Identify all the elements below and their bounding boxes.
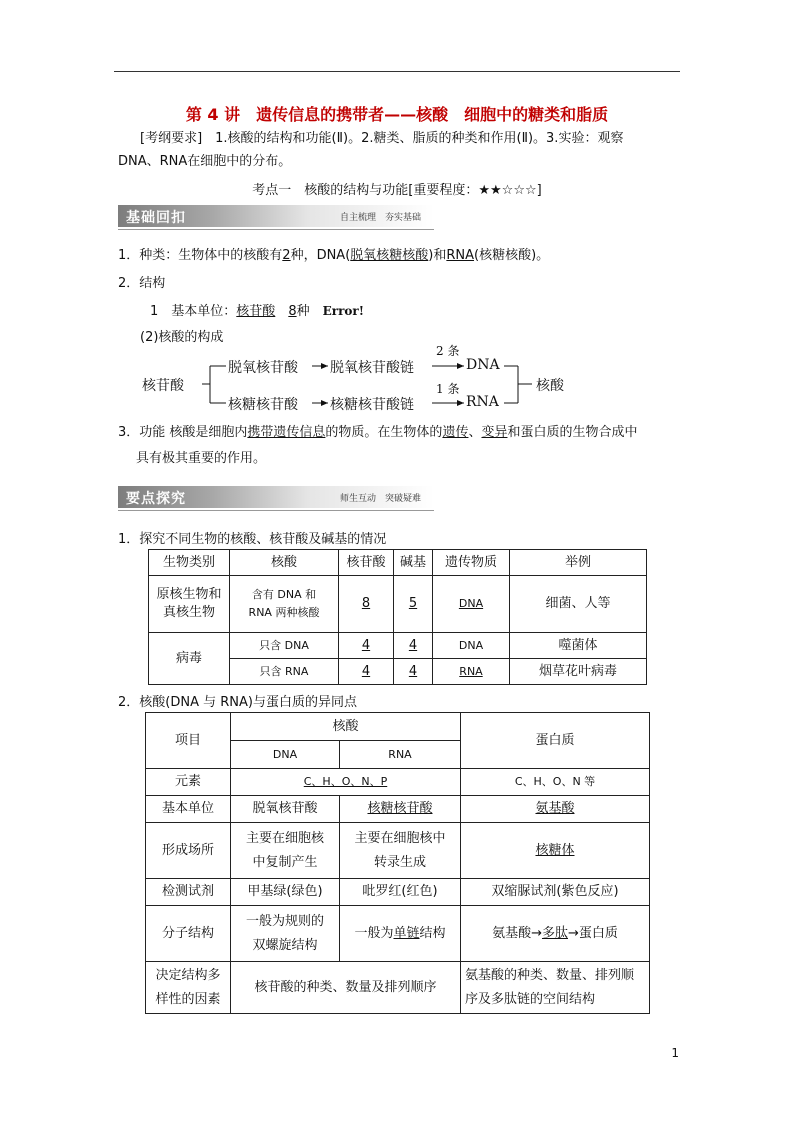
- th-dna: DNA: [231, 741, 340, 769]
- th-base: 碱基: [394, 550, 433, 576]
- page-number: 1: [671, 1046, 679, 1060]
- th-item: 项目: [146, 713, 231, 769]
- cell-example: 噬菌体: [510, 633, 647, 659]
- item-2: 2．结构: [118, 276, 166, 291]
- item-3: 3．功能 核酸是细胞内携带遗传信息的物质。在生物体的遗传、变异和蛋白质的生物合成中: [118, 425, 638, 440]
- cell-base: 4: [394, 659, 433, 685]
- banner-basics: [118, 205, 434, 227]
- cell-pro-unit: 氨基酸: [461, 796, 650, 823]
- banner-key-points-sub: 师生互动 突破疑难: [340, 494, 422, 504]
- cell-na-elements: C、H、O、N、P: [231, 769, 461, 796]
- section-title: 考点一 核酸的结构与功能[重要程度：★★☆☆☆]: [252, 183, 542, 198]
- row-label: 形成场所: [146, 823, 231, 879]
- diagram-ribo-chain: 核糖核苷酸链: [330, 397, 414, 413]
- requirements-line1: [考纲要求] 1.核酸的结构和功能(Ⅱ)。2.糖类、脂质的种类和作用(Ⅱ)。3.实验：观察: [140, 131, 624, 146]
- cell-na-diversity: 核苷酸的种类、数量及排列顺序: [231, 962, 461, 1014]
- cell-nucleotide: 8: [339, 576, 394, 633]
- th-example: 举例: [510, 550, 647, 576]
- header-rule: [114, 71, 680, 72]
- cell-genetic-material: RNA: [433, 659, 510, 685]
- banner-key-points-title: 要点探究: [126, 491, 186, 507]
- page-title: 第 4 讲 遗传信息的携带者——核酸 细胞中的糖类和脂质: [185, 105, 609, 124]
- row-label: 基本单位: [146, 796, 231, 823]
- cell-pro-site: 核糖体: [461, 823, 650, 879]
- row-label: 分子结构: [146, 906, 231, 962]
- cell-rna-site: 主要在细胞核中 转录生成: [340, 823, 461, 879]
- item-3-cont: 具有极其重要的作用。: [136, 451, 267, 466]
- item-1: 1．种类：生物体中的核酸有2种，DNA(脱氧核糖核酸)和RNA(核糖核酸)。: [118, 248, 550, 263]
- table-row: [146, 906, 650, 962]
- requirements-line2: DNA、RNA在细胞中的分布。: [118, 154, 292, 169]
- cell-category: 病毒: [149, 633, 230, 685]
- table1-caption: 1．探究不同生物的核酸、核苷酸及碱基的情况: [118, 532, 387, 547]
- diagram-nucleotide: 核苷酸: [142, 378, 184, 394]
- cell-pro-reagent: 双缩脲试剂(紫色反应): [461, 879, 650, 906]
- table-row: [146, 879, 650, 906]
- row-label: 元素: [146, 769, 231, 796]
- cell-nucleic-acid: 含有 DNA 和 RNA 两种核酸: [230, 576, 339, 633]
- cell-base: 5: [394, 576, 433, 633]
- item-2-1: 1 基本单位：核苷酸 8种 Error!: [150, 304, 364, 319]
- diagram-nucleic-acid: 核酸: [536, 378, 564, 394]
- cell-pro-structure: 氨基酸→多肽→蛋白质: [461, 906, 650, 962]
- table-organisms: [148, 549, 647, 685]
- row-label: 检测试剂: [146, 879, 231, 906]
- cell-dna-site: 主要在细胞核 中复制产生: [231, 823, 340, 879]
- diagram-deoxy-chain: 脱氧核苷酸链: [330, 360, 414, 376]
- table-row: [149, 633, 647, 659]
- th-nucleic-acid: 核酸: [230, 550, 339, 576]
- cell-nucleotide: 4: [339, 659, 394, 685]
- diagram-dna: DNA: [466, 357, 500, 373]
- cell-example: 烟草花叶病毒: [510, 659, 647, 685]
- diagram-rna: RNA: [466, 394, 499, 410]
- diagram-top-count: 2 条: [436, 344, 460, 358]
- cell-pro-elements: C、H、O、N 等: [461, 769, 650, 796]
- table-comparison: [145, 712, 650, 1014]
- th-rna: RNA: [340, 741, 461, 769]
- table-row: [146, 962, 650, 1014]
- table-row: [149, 576, 647, 633]
- th-nucleic-acid: 核酸: [231, 713, 461, 741]
- diagram-bot-count: 1 条: [436, 382, 460, 396]
- cell-rna-unit: 核糖核苷酸: [340, 796, 461, 823]
- cell-rna-reagent: 吡罗红(红色): [340, 879, 461, 906]
- cell-rna-structure: 一般为单链结构: [340, 906, 461, 962]
- th-genetic-material: 遗传物质: [433, 550, 510, 576]
- nucleic-acid-diagram: [140, 344, 580, 416]
- cell-genetic-material: DNA: [433, 576, 510, 633]
- th-category: 生物类别: [149, 550, 230, 576]
- cell-nucleic-acid: 只含 RNA: [230, 659, 339, 685]
- banner-key-points: [118, 486, 434, 508]
- th-nucleotide: 核苷酸: [339, 550, 394, 576]
- cell-dna-structure: 一般为规则的 双螺旋结构: [231, 906, 340, 962]
- banner-basics-title: 基础回扣: [126, 210, 186, 226]
- cell-category: 原核生物和 真核生物: [149, 576, 230, 633]
- diagram-deoxynucleotide: 脱氧核苷酸: [228, 360, 298, 376]
- row-label: 决定结构多 样性的因素: [146, 962, 231, 1014]
- cell-example: 细菌、人等: [510, 576, 647, 633]
- cell-dna-unit: 脱氧核苷酸: [231, 796, 340, 823]
- th-protein: 蛋白质: [461, 713, 650, 769]
- cell-dna-reagent: 甲基绿(绿色): [231, 879, 340, 906]
- table-row: [146, 796, 650, 823]
- cell-base: 4: [394, 633, 433, 659]
- cell-genetic-material: DNA: [433, 633, 510, 659]
- diagram-ribonucleotide: 核糖核苷酸: [228, 397, 298, 413]
- item-2-2: (2)核酸的构成: [140, 330, 224, 345]
- banner-basics-sub: 自主梳理 夯实基础: [340, 213, 422, 223]
- cell-nucleic-acid: 只含 DNA: [230, 633, 339, 659]
- cell-pro-diversity: 氨基酸的种类、数量、排列顺 序及多肽链的空间结构: [461, 962, 650, 1014]
- table-row: [146, 823, 650, 879]
- table2-caption: 2．核酸(DNA 与 RNA)与蛋白质的异同点: [118, 695, 357, 710]
- cell-nucleotide: 4: [339, 633, 394, 659]
- table-row: [146, 769, 650, 796]
